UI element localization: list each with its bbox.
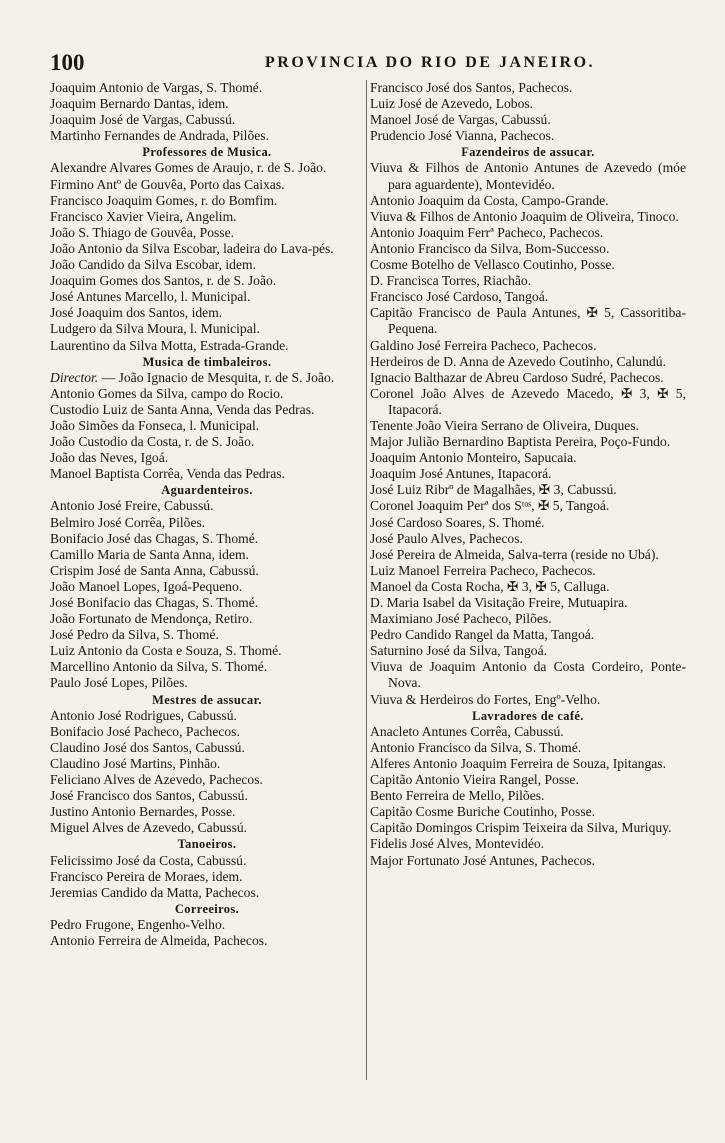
directory-entry: Cosme Botelho de Vellasco Coutinho, Posse. — [370, 257, 615, 273]
directory-entry: Anacleto Antunes Corrêa, Cabussú. — [370, 723, 564, 739]
directory-entry: Feliciano Alves de Azevedo, Pachecos. — [50, 772, 263, 788]
directory-entry: Marcellino Antonio da Silva, S. Thomé. — [50, 659, 268, 675]
directory-entry: Maximiano José Pacheco, Pilões. — [370, 611, 552, 627]
page-header — [50, 50, 690, 76]
directory-entry: Francisco Xavier Vieira, Angelim. — [50, 208, 237, 224]
directory-entry: Antonio Francisco da Silva, S. Thomé. — [370, 739, 582, 755]
directory-entry: Joaquim Antonio Monteiro, Sapucaia. — [370, 450, 577, 466]
directory-entry: João Antonio da Silva Escobar, ladeira do Lava-pés. — [50, 240, 334, 256]
directory-entry: Major Julião Bernardino Baptista Pereira, Poço-Fundo. — [370, 434, 671, 450]
directory-entry: Fidelis José Alves, Montevidéo. — [370, 836, 545, 852]
directory-entry: Viuva & Herdeiros do Fortes, Engº-Velho. — [370, 691, 601, 707]
directory-entry: Antonio Gomes da Silva, campo do Rocio. — [50, 385, 284, 401]
directory-entry: Miguel Alves de Azevedo, Cabussú. — [50, 820, 248, 836]
directory-entry: Bento Ferreira de Mello, Pilões. — [370, 788, 545, 804]
directory-entry: Antonio Ferreira de Almeida, Pachecos. — [50, 932, 268, 948]
directory-entry: Manoel José de Vargas, Cabussú. — [370, 112, 551, 128]
directory-entry: Manoel Baptista Corrêa, Venda das Pedras. — [50, 466, 285, 482]
directory-entry: João Fortunato de Mendonça, Retiro. — [50, 611, 253, 627]
section-heading: Aguardenteiros. — [161, 483, 253, 498]
directory-entry: Ludgero da Silva Moura, l. Municipal. — [50, 321, 260, 337]
directory-entry: Custodio Luiz de Santa Anna, Venda das Pedras. — [50, 401, 315, 417]
directory-entry: Camillo Maria de Santa Anna, idem. — [50, 546, 249, 562]
directory-entry: Capitão Antonio Vieira Rangel, Posse. — [370, 772, 579, 788]
directory-entry: João Custodio da Costa, r. de S. João. — [50, 434, 255, 450]
section-heading: Fazendeiros de assucar. — [461, 145, 595, 160]
directory-entry: Antonio Joaquim da Costa, Campo-Grande. — [370, 192, 609, 208]
directory-entry: D. Maria Isabel da Visitação Freire, Mutuapira. — [370, 595, 628, 610]
directory-entry: Capitão Cosme Buriche Coutinho, Posse. — [370, 804, 596, 820]
directory-entry: Firmino Antº de Gouvêa, Porto das Caixas. — [50, 176, 285, 192]
directory-entry: José Pereira de Almeida, Salva-terra (reside no Ubá). — [370, 546, 659, 562]
directory-entry: João das Neves, Igoá. — [50, 450, 169, 466]
directory-entry: José Luiz Ribrº de Magalhães, ✠ 3, Cabussú. — [370, 482, 617, 498]
directory-entry: Antonio Joaquim Ferrª Pacheco, Pachecos. — [370, 224, 604, 240]
directory-entry: Bonifacio José das Chagas, S. Thomé. — [50, 530, 259, 546]
directory-entry: Laurentino da Silva Motta, Estrada-Grande. — [50, 337, 289, 353]
directory-entry: Bonifacio José Pacheco, Pachecos. — [50, 723, 240, 739]
directory-entry: Coronel João Alves de Azevedo Macedo, ✠ 3, ✠ 5, Itapacorá. — [370, 385, 686, 417]
directory-entry: Alexandre Alvares Gomes de Araujo, r. de S. João. — [50, 160, 327, 176]
directory-entry: Luiz José de Azevedo, Lobos. — [370, 96, 534, 112]
section-heading: Professores de Musica. — [142, 145, 272, 160]
directory-entry: Capitão Francisco de Paula Antunes, ✠ 5, Cassoritiba-Pequena. — [370, 305, 686, 337]
directory-entry: Herdeiros de D. Anna de Azevedo Coutinho, Calundú. — [370, 353, 666, 369]
directory-entry: Coronel Joaquim Perª dos Sᵗᵒˢ, ✠ 5, Tangoá. — [370, 498, 610, 514]
right-column — [370, 80, 686, 869]
directory-entry: Viuva de Joaquim Antonio da Costa Cordeiro, Ponte-Nova. — [370, 659, 686, 691]
directory-entry: Prudencio José Vianna, Pachecos. — [370, 128, 555, 144]
directory-entry: Capitão Domingos Crispim Teixeira da Silva, Muriquy. — [370, 820, 672, 836]
section-heading: Mestres de assucar. — [152, 692, 262, 707]
directory-entry: Jeremias Candido da Matta, Pachecos. — [50, 884, 260, 900]
section-heading: Lavradores de café. — [472, 708, 584, 723]
directory-entry: Antonio Francisco da Silva, Bom-Successo. — [370, 240, 610, 256]
directory-entry: José Antunes Marcello, l. Municipal. — [50, 289, 251, 305]
directory-entry: Paulo José Lopes, Pilões. — [50, 675, 188, 691]
directory-entry: Tenente João Vieira Serrano de Oliveira, Duques. — [370, 417, 640, 433]
directory-entry: Major Fortunato José Antunes, Pachecos. — [370, 852, 596, 868]
directory-entry — [50, 370, 364, 386]
running-title: PROVINCIA DO RIO DE JANEIRO. — [264, 54, 596, 71]
directory-entry: Crispim José de Santa Anna, Cabussú. — [50, 562, 259, 578]
directory-entry: Luiz Antonio da Costa e Souza, S. Thomé. — [50, 643, 282, 659]
directory-entry: Alferes Antonio Joaquim Ferreira de Souza, Ipitangas. — [370, 755, 666, 771]
directory-entry: João Simões da Fonseca, l. Municipal. — [50, 417, 260, 433]
directory-entry: Saturnino José da Silva, Tangoá. — [370, 643, 548, 659]
directory-entry: João Manoel Lopes, Igoá-Pequeno. — [50, 578, 243, 594]
directory-entry: Viuva & Filhos de Antonio Antunes de Azevedo (móe para aguardente), Montevidéo. — [370, 160, 686, 192]
directory-entry: Antonio José Freire, Cabussú. — [50, 498, 214, 514]
directory-entry: Felicissimo José da Costa, Cabussú. — [50, 852, 247, 868]
directory-entry: José Pedro da Silva, S. Thomé. — [50, 627, 219, 643]
directory-entry: José Joaquim dos Santos, idem. — [50, 305, 223, 321]
left-column — [50, 80, 364, 949]
entry-role: Director. — [50, 369, 99, 385]
section-heading: Tanoeiros. — [177, 837, 237, 852]
directory-entry: José Bonifacio das Chagas, S. Thomé. — [50, 595, 259, 610]
directory-entry: Pedro Frugone, Engenho-Velho. — [50, 916, 226, 932]
directory-entry: Manoel da Costa Rocha, ✠ 3, ✠ 5, Calluga. — [370, 578, 610, 594]
directory-entry: Claudino José dos Santos, Cabussú. — [50, 739, 245, 755]
directory-entry: Joaquim José de Vargas, Cabussú. — [50, 112, 236, 128]
directory-entry: José Cardoso Soares, S. Thomé. — [370, 514, 545, 530]
directory-entry: Pedro Candido Rangel da Matta, Tangoá. — [370, 627, 595, 643]
directory-entry: Antonio José Rodrigues, Cabussú. — [50, 707, 237, 723]
directory-entry: Francisco Pereira de Moraes, idem. — [50, 868, 243, 884]
directory-entry: Claudino José Martins, Pinhão. — [50, 755, 221, 771]
directory-entry: João S. Thiago de Gouvêa, Posse. — [50, 224, 235, 240]
directory-entry: Francisco Joaquim Gomes, r. do Bomfim. — [50, 192, 278, 208]
section-heading: Musica de timbaleiros. — [142, 354, 272, 369]
directory-entry: João Candido da Silva Escobar, idem. — [50, 257, 256, 273]
directory-entry: Justino Antonio Bernardes, Posse. — [50, 804, 236, 820]
directory-entry: Martinho Fernandes de Andrada, Pilões. — [50, 128, 269, 144]
directory-entry: Ignacio Balthazar de Abreu Cardoso Sudré, Pachecos. — [370, 369, 664, 385]
directory-entry: Joaquim Gomes dos Santos, r. de S. João. — [50, 273, 277, 289]
directory-entry: Belmiro José Corrêa, Pilões. — [50, 514, 206, 530]
directory-entry: Galdino José Ferreira Pacheco, Pachecos. — [370, 337, 597, 353]
directory-entry: D. Francisca Torres, Riachão. — [370, 273, 532, 289]
directory-entry: Joaquim Antonio de Vargas, S. Thomé. — [50, 80, 263, 95]
directory-entry: Viuva & Filhos de Antonio Joaquim de Oliveira, Tinoco. — [370, 208, 679, 224]
directory-entry: Joaquim Bernardo Dantas, idem. — [50, 96, 229, 112]
entry-text: — João Ignacio de Mesquita, r. de S. João. — [98, 369, 335, 385]
directory-entry: Francisco José dos Santos, Pachecos. — [370, 80, 573, 95]
directory-entry: José Francisco dos Santos, Cabussú. — [50, 788, 248, 804]
directory-entry: Joaquim José Antunes, Itapacorá. — [370, 466, 552, 482]
directory-entry: Luiz Manoel Ferreira Pacheco, Pachecos. — [370, 562, 596, 578]
directory-entry: Francisco José Cardoso, Tangoá. — [370, 289, 549, 305]
section-heading: Correeiros. — [174, 901, 240, 916]
page-number: 100 — [50, 50, 85, 75]
column-divider — [366, 80, 367, 1080]
directory-entry: José Paulo Alves, Pachecos. — [370, 530, 523, 546]
